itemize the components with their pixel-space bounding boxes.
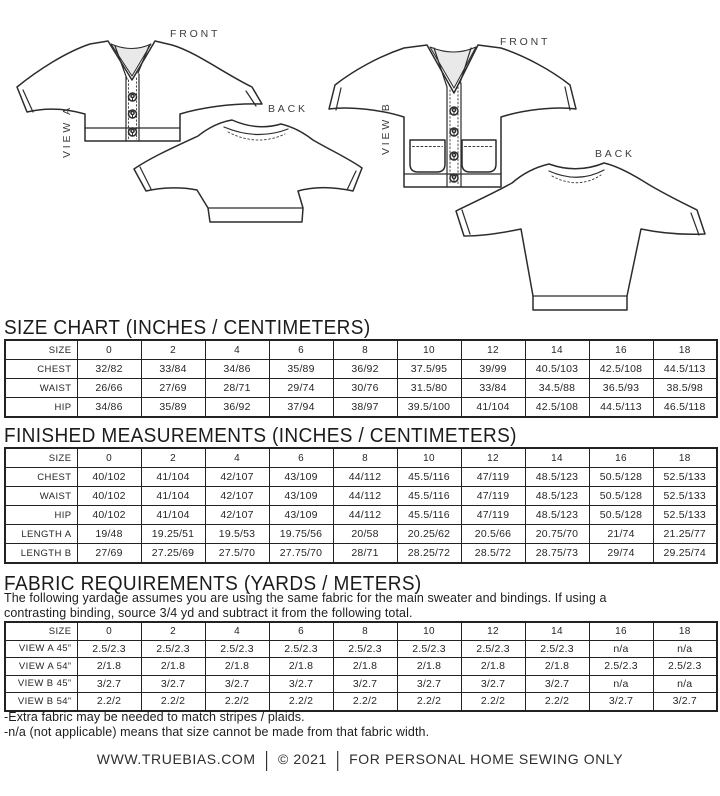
fabric_requirements-cell: 3/2.7 [525,675,589,693]
button-icon [129,93,137,136]
size_chart-row-label: HIP [5,398,77,418]
finished_measurements-column-header: 0 [77,448,141,468]
fabric_requirements-column-header: 6 [269,622,333,640]
fabric_requirements-cell: 2.2/2 [525,693,589,711]
finished_measurements-cell: 27/69 [77,544,141,564]
finished_measurements-cell: 28/71 [333,544,397,564]
fabric_requirements-row-label: VIEW B 54” [5,693,77,711]
fabric_requirements-cell: 2/1.8 [269,658,333,676]
finished_measurements-row [5,506,717,525]
footer-divider: | [264,747,269,771]
fabric_requirements-cell: 2.2/2 [461,693,525,711]
fabric_requirements-cell: 2.5/2.3 [589,658,653,676]
finished_measurements-cell: 20.75/70 [525,525,589,544]
finished-measurements-title: FINISHED MEASUREMENTS (INCHES / CENTIMETERS) [4,425,517,447]
finished_measurements-row-label: CHEST [5,468,77,487]
size_chart-column-header: 6 [269,340,333,360]
size_chart-column-header: 12 [461,340,525,360]
size_chart-cell: 37.5/95 [397,360,461,379]
fabric_requirements-cell: n/a [589,640,653,658]
finished_measurements-cell: 52.5/133 [653,487,717,506]
size_chart-cell: 44.5/113 [589,398,653,418]
finished_measurements-cell: 47/119 [461,487,525,506]
fabric_requirements-cell: 3/2.7 [589,693,653,711]
finished_measurements-cell: 44/112 [333,506,397,525]
fabric-requirements-title: FABRIC REQUIREMENTS (YARDS / METERS) [4,573,422,595]
fabric_requirements-cell: 3/2.7 [269,675,333,693]
finished_measurements-cell: 42/107 [205,506,269,525]
size_chart-cell: 38.5/98 [653,379,717,398]
finished_measurements-column-header: 6 [269,448,333,468]
intro-line-1: The following yardage assumes you are using the same fabric for the main sweater and bindings. If using a [4,591,607,605]
fabric_requirements-row-label: VIEW B 45” [5,675,77,693]
size-chart-table [4,339,718,418]
size_chart-cell: 33/84 [461,379,525,398]
finished_measurements-cell: 42/107 [205,468,269,487]
finished_measurements-cell: 19.75/56 [269,525,333,544]
fabric_requirements-cell: 2.5/2.3 [397,640,461,658]
fabric_requirements-column-header: 0 [77,622,141,640]
size_chart-cell: 38/97 [333,398,397,418]
finished_measurements-cell: 29.25/74 [653,544,717,564]
finished_measurements-cell: 45.5/116 [397,468,461,487]
fabric_requirements-cell: 2.2/2 [141,693,205,711]
finished_measurements-cell: 43/109 [269,468,333,487]
finished_measurements-cell: 28.75/73 [525,544,589,564]
size_chart-cell: 26/66 [77,379,141,398]
finished_measurements-row-label: HIP [5,506,77,525]
size_chart-column-header: 10 [397,340,461,360]
finished_measurements-cell: 27.5/70 [205,544,269,564]
fabric_requirements-cell: 2.5/2.3 [205,640,269,658]
fabric_requirements-cell: 2.5/2.3 [653,658,717,676]
size_chart-column-header: 2 [141,340,205,360]
finished_measurements-cell: 52.5/133 [653,506,717,525]
size_chart-cell: 40.5/103 [525,360,589,379]
view-a-front-label: FRONT [170,28,221,40]
fabric_requirements-cell: 2.2/2 [205,693,269,711]
finished_measurements-cell: 41/104 [141,506,205,525]
finished_measurements-cell: 45.5/116 [397,506,461,525]
fabric_requirements-cell: 2.2/2 [77,693,141,711]
fabric_requirements-cell: n/a [653,640,717,658]
size_chart-row-label: WAIST [5,379,77,398]
size_chart-cell: 36.5/93 [589,379,653,398]
finished_measurements-cell: 47/119 [461,468,525,487]
finished_measurements-row [5,468,717,487]
footer-website: WWW.TRUEBIAS.COM [96,751,256,767]
size_chart-cell: 46.5/118 [653,398,717,418]
finished_measurements-row [5,487,717,506]
finished_measurements-cell: 27.75/70 [269,544,333,564]
fabric_requirements-cell: 2.2/2 [397,693,461,711]
fabric_requirements-column-header: SIZE [5,622,77,640]
size_chart-column-header: 14 [525,340,589,360]
finished_measurements-cell: 50.5/128 [589,506,653,525]
size_chart-column-header: SIZE [5,340,77,360]
size_chart-row [5,398,717,418]
finished_measurements-cell: 19/48 [77,525,141,544]
fabric_requirements-column-header: 2 [141,622,205,640]
intro-line-2: contrasting binding, source 3/4 yd and subtract it from the following total. [4,605,413,620]
fabric_requirements-cell: 2.5/2.3 [525,640,589,658]
fabric_requirements-cell: 2.5/2.3 [141,640,205,658]
finished_measurements-cell: 43/109 [269,487,333,506]
finished_measurements-column-header: SIZE [5,448,77,468]
fabric_requirements-row [5,640,717,658]
finished_measurements-cell: 40/102 [77,506,141,525]
fabric_requirements-cell: 2.5/2.3 [77,640,141,658]
fabric_requirements-row-label: VIEW A 45” [5,640,77,658]
finished_measurements-cell: 50.5/128 [589,468,653,487]
fabric_requirements-cell: 2/1.8 [205,658,269,676]
fabric_requirements-cell: 3/2.7 [333,675,397,693]
finished_measurements-row-label: LENGTH B [5,544,77,564]
finished_measurements-cell: 48.5/123 [525,468,589,487]
finished_measurements-cell: 42/107 [205,487,269,506]
finished_measurements-cell: 40/102 [77,468,141,487]
finished_measurements-row [5,544,717,564]
finished_measurements-cell: 43/109 [269,506,333,525]
fabric_requirements-cell: 2/1.8 [77,658,141,676]
view-b-label: VIEW B [380,101,392,155]
finished_measurements-cell: 41/104 [141,487,205,506]
size-chart-title: SIZE CHART (INCHES / CENTIMETERS) [4,317,371,339]
fabric-requirements-table [4,621,718,712]
fabric_requirements-cell: n/a [589,675,653,693]
finished_measurements-column-header: 8 [333,448,397,468]
size_chart-cell: 36/92 [333,360,397,379]
fabric_requirements-column-header: 18 [653,622,717,640]
footer-copyright: © 2021 [277,751,327,767]
finished_measurements-cell: 20.5/66 [461,525,525,544]
finished_measurements-column-header: 18 [653,448,717,468]
fabric_requirements-cell: 2/1.8 [141,658,205,676]
finished_measurements-cell: 50.5/128 [589,487,653,506]
fabric_requirements-cell: 3/2.7 [77,675,141,693]
fabric_requirements-cell: 3/2.7 [461,675,525,693]
fabric_requirements-cell: 2.2/2 [333,693,397,711]
view-b-front-label: FRONT [500,36,551,48]
size_chart-cell: 29/74 [269,379,333,398]
size_chart-row [5,379,717,398]
finished_measurements-row [5,525,717,544]
size_chart-cell: 44.5/113 [653,360,717,379]
size_chart-cell: 34/86 [205,360,269,379]
fabric-requirements-intro [4,591,714,620]
view-a-back-label: BACK [268,103,308,115]
finished_measurements-cell: 20.25/62 [397,525,461,544]
fabric_requirements-cell: 2/1.8 [461,658,525,676]
fabric-notes [4,710,714,739]
finished_measurements-cell: 45.5/116 [397,487,461,506]
finished_measurements-column-header: 10 [397,448,461,468]
fabric_requirements-cell: 3/2.7 [397,675,461,693]
finished_measurements-row-label: LENGTH A [5,525,77,544]
fabric_requirements-cell: 2.5/2.3 [269,640,333,658]
finished_measurements-column-header: 2 [141,448,205,468]
finished_measurements-cell: 21/74 [589,525,653,544]
size_chart-cell: 32/82 [77,360,141,379]
fabric_requirements-cell: 3/2.7 [141,675,205,693]
finished_measurements-cell: 48.5/123 [525,487,589,506]
size_chart-column-header: 0 [77,340,141,360]
note-extra-fabric: -Extra fabric may be needed to match stripes / plaids. [4,710,305,724]
fabric_requirements-column-header: 16 [589,622,653,640]
finished_measurements-cell: 19.5/53 [205,525,269,544]
finished_measurements-cell: 28.5/72 [461,544,525,564]
size_chart-column-header: 8 [333,340,397,360]
size_chart-cell: 41/104 [461,398,525,418]
size_chart-cell: 34.5/88 [525,379,589,398]
fabric_requirements-cell: 2.5/2.3 [461,640,525,658]
finished_measurements-cell: 48.5/123 [525,506,589,525]
finished_measurements-cell: 21.25/77 [653,525,717,544]
fabric_requirements-cell: 2.5/2.3 [333,640,397,658]
size_chart-cell: 39/99 [461,360,525,379]
finished_measurements-cell: 44/112 [333,487,397,506]
fabric_requirements-column-header: 14 [525,622,589,640]
finished_measurements-cell: 27.25/69 [141,544,205,564]
fabric_requirements-cell: 3/2.7 [653,693,717,711]
fabric_requirements-column-header: 10 [397,622,461,640]
size_chart-cell: 35/89 [141,398,205,418]
finished_measurements-row-label: WAIST [5,487,77,506]
finished_measurements-column-header: 12 [461,448,525,468]
fabric_requirements-row [5,658,717,676]
finished_measurements-cell: 40/102 [77,487,141,506]
note-na-meaning: -n/a (not applicable) means that size cannot be made from that fabric width. [4,724,430,739]
finished_measurements-column-header: 16 [589,448,653,468]
finished_measurements-cell: 20/58 [333,525,397,544]
fabric_requirements-cell: 2/1.8 [525,658,589,676]
page-footer [0,747,720,771]
fabric_requirements-cell: 2.2/2 [269,693,333,711]
size_chart-cell: 28/71 [205,379,269,398]
size_chart-cell: 39.5/100 [397,398,461,418]
finished_measurements-cell: 47/119 [461,506,525,525]
size_chart-cell: 42.5/108 [589,360,653,379]
finished_measurements-cell: 19.25/51 [141,525,205,544]
fabric_requirements-cell: 3/2.7 [205,675,269,693]
finished_measurements-cell: 44/112 [333,468,397,487]
size_chart-column-header: 4 [205,340,269,360]
size_chart-column-header: 18 [653,340,717,360]
size_chart-row-label: CHEST [5,360,77,379]
fabric_requirements-column-header: 12 [461,622,525,640]
size_chart-row [5,360,717,379]
finished_measurements-column-header: 4 [205,448,269,468]
size_chart-cell: 34/86 [77,398,141,418]
fabric_requirements-row-label: VIEW A 54” [5,658,77,676]
finished-measurements-table [4,447,718,564]
footer-license: FOR PERSONAL HOME SEWING ONLY [349,751,624,767]
size_chart-cell: 35/89 [269,360,333,379]
view-b-back-label: BACK [595,148,635,160]
size_chart-cell: 37/94 [269,398,333,418]
finished_measurements-column-header: 14 [525,448,589,468]
fabric_requirements-column-header: 4 [205,622,269,640]
fabric_requirements-column-header: 8 [333,622,397,640]
size_chart-cell: 33/84 [141,360,205,379]
footer-divider: | [335,747,341,771]
finished_measurements-cell: 52.5/133 [653,468,717,487]
fabric_requirements-row [5,675,717,693]
fabric_requirements-row [5,693,717,711]
size_chart-column-header: 16 [589,340,653,360]
fabric_requirements-cell: 2/1.8 [397,658,461,676]
finished_measurements-cell: 29/74 [589,544,653,564]
fabric_requirements-cell: 2/1.8 [333,658,397,676]
size_chart-cell: 30/76 [333,379,397,398]
size_chart-cell: 31.5/80 [397,379,461,398]
fabric_requirements-cell: n/a [653,675,717,693]
finished_measurements-cell: 28.25/72 [397,544,461,564]
view-a-label: VIEW A [61,105,73,158]
size_chart-cell: 36/92 [205,398,269,418]
finished_measurements-cell: 41/104 [141,468,205,487]
size_chart-cell: 42.5/108 [525,398,589,418]
view-b-front-drawing [329,45,576,187]
size_chart-cell: 27/69 [141,379,205,398]
